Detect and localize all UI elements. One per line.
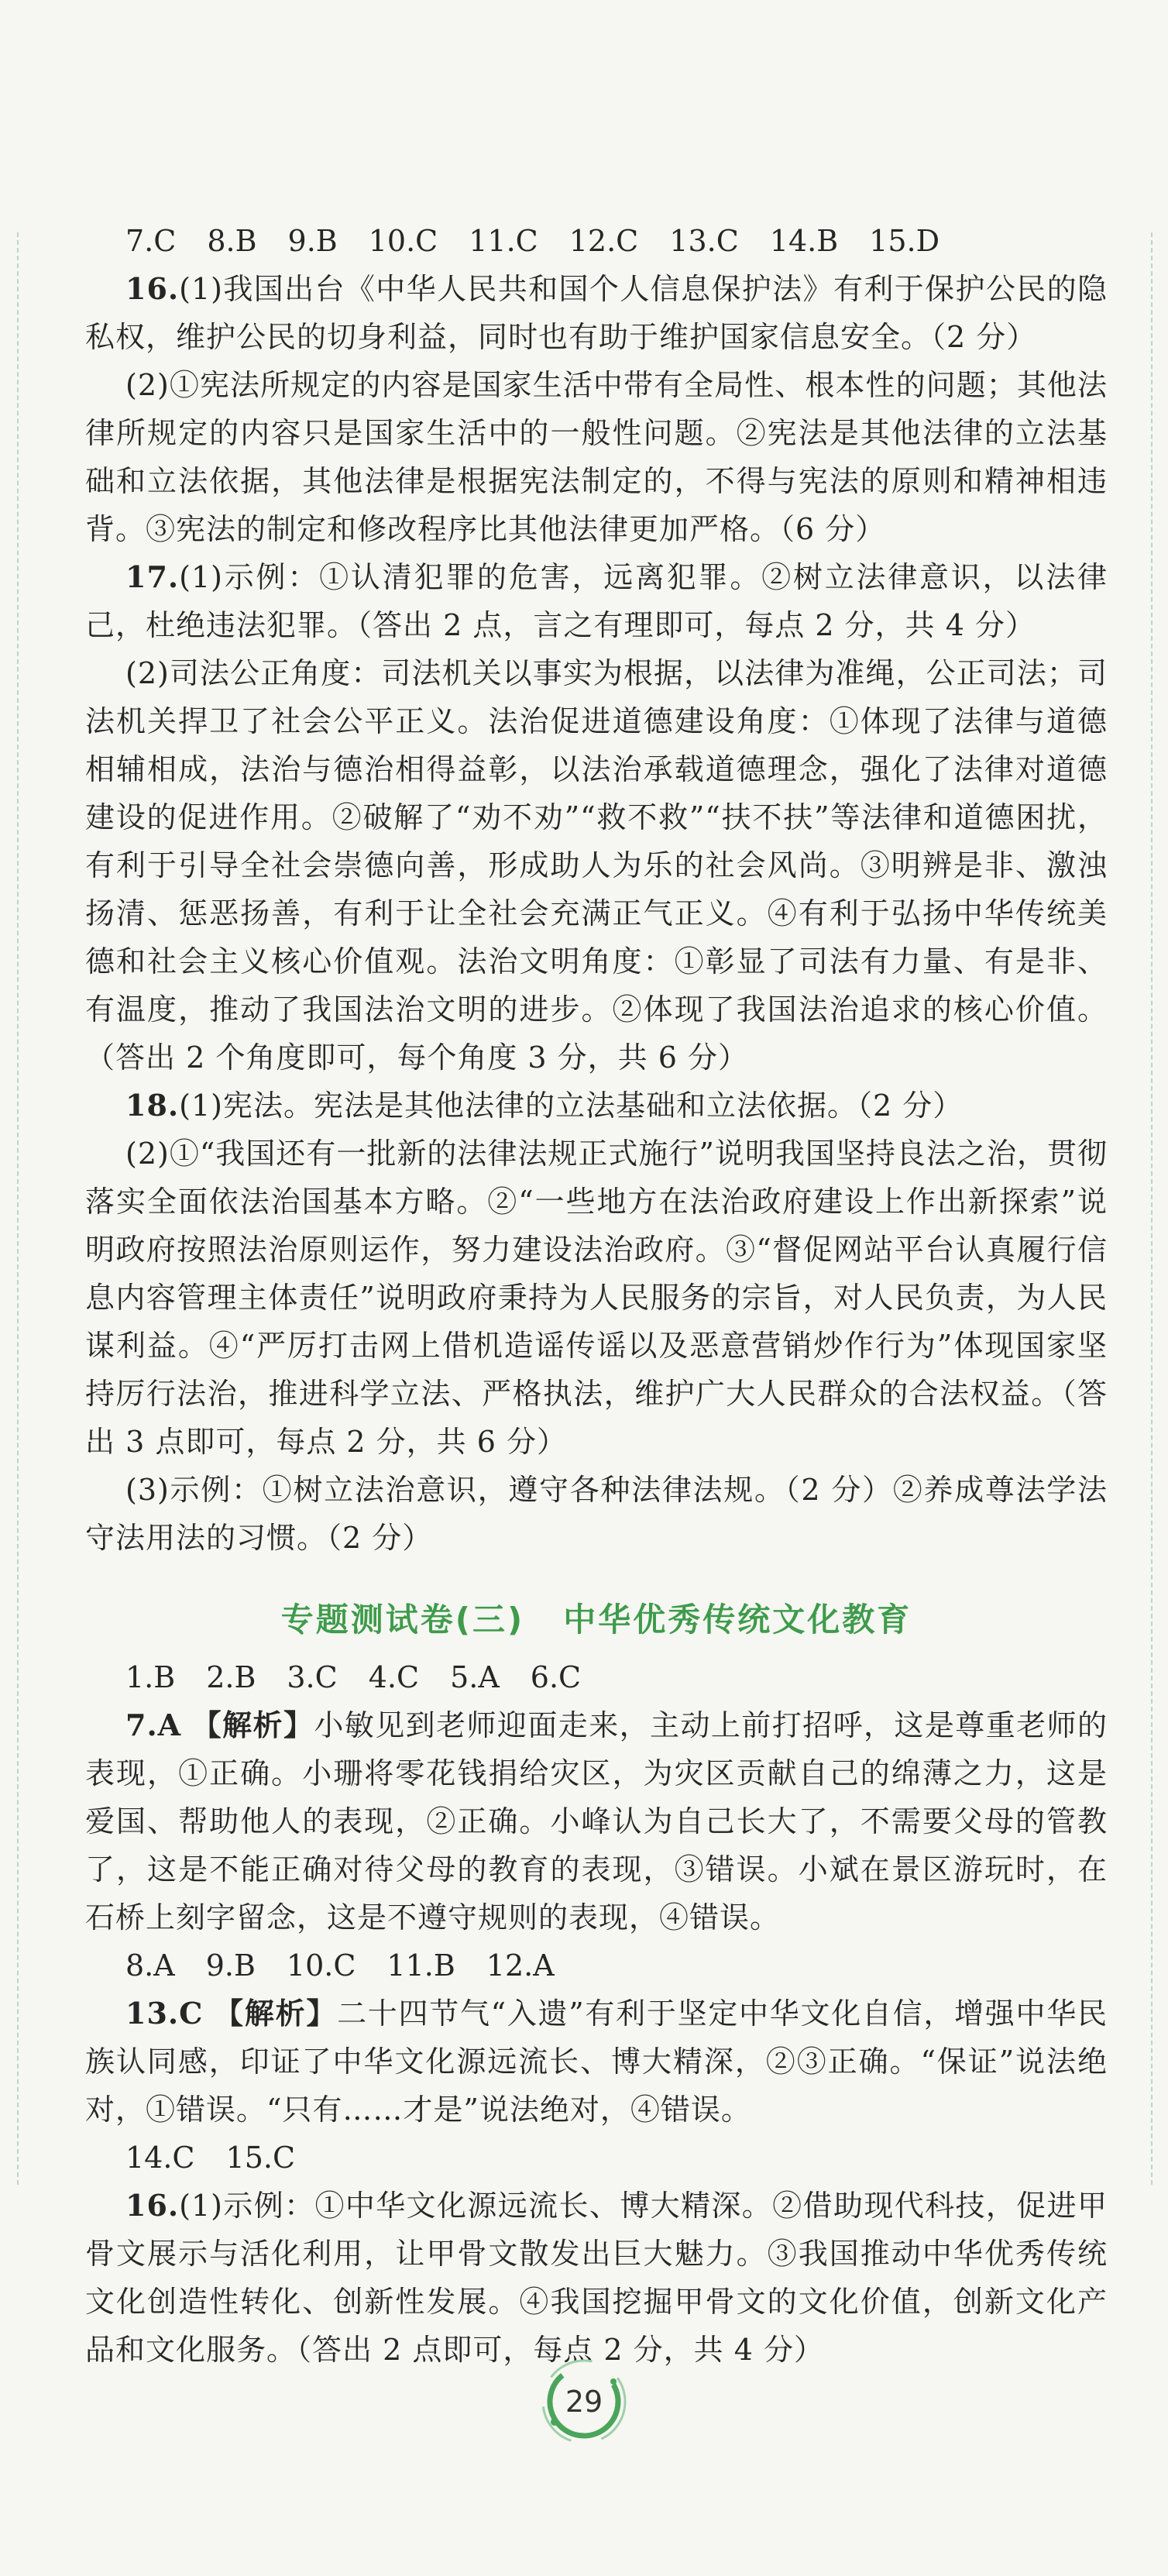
answer-item: 11.C xyxy=(469,224,538,258)
answer-17-part1 xyxy=(85,553,1108,649)
answer-item: 8.B xyxy=(207,224,257,258)
answer-item: 1.B xyxy=(125,1660,176,1694)
answer-item: 9.B xyxy=(287,224,338,258)
answer-item: 15.C xyxy=(225,2141,296,2175)
answer-16-part1 xyxy=(85,265,1108,361)
answer-text: (1)我国出台《中华人民共和国个人信息保护法》有利于保护公民的隐私权，维护公民的切身利益，同时也有助于维护国家信息安全。（2 分） xyxy=(85,272,1108,354)
answer-item: 5.A xyxy=(450,1660,500,1694)
answer-item: 13.C xyxy=(669,224,739,258)
answer-item: 9.B xyxy=(205,1948,256,1983)
question-number: 7.A xyxy=(125,1708,182,1742)
answer-item: 6.C xyxy=(530,1660,582,1694)
question-number: 18. xyxy=(125,1088,180,1123)
answer-text: (1)示例：①认清犯罪的危害，远离犯罪。②树立法律意识，以法律己，杜绝违法犯罪。（答出 2 点，言之有理即可，每点 2 分，共 4 分） xyxy=(85,560,1108,642)
answer-item: 14.C xyxy=(125,2141,195,2175)
answer-item: 7.C xyxy=(125,224,177,258)
answer-item: 2.B xyxy=(206,1660,256,1694)
answer-item: 11.B xyxy=(386,1948,455,1983)
answer-text: (1)示例：①中华文化源远流长、博大精深。②借助现代科技，促进甲骨文展示与活化利用，让甲骨文散发出巨大魅力。③我国推动中华优秀传统文化创造性转化、创新性发展。④我国挖掘甲骨文的文化价值，创新文化产品和文化服务。（答出 2 点即可，每点 2 分，共 4 分） xyxy=(85,2189,1108,2367)
analysis-tag: 【解析】 xyxy=(214,1996,338,2031)
answer-item: 10.C xyxy=(286,1948,356,1983)
question-number: 16. xyxy=(125,271,180,306)
answer-row-choices-1 xyxy=(85,217,1108,265)
answer-18-part2: (2)①“我国还有一批新的法律法规正式施行”说明我国坚持良法之治，贯彻落实全面依法治国基本方略。②“一些地方在法治政府建设上作出新探索”说明政府按照法治原则运作，努力建设法治政府。③“督促网站平台认真履行信息内容管理主体责任”说明政府秉持为人民服务的宗旨，对人民负责，为人民谋利益。④“严厉打击网上借机造谣传谣以及恶意营销炒作行为”体现国家坚持厉行法治，推进科学立法、严格执法，维护广大人民群众的合法权益。（答出 3 点即可，每点 2 分，共 6 分） xyxy=(85,1137,1108,1459)
answer-13-analysis xyxy=(85,1990,1108,2134)
answer-item: 4.C xyxy=(368,1660,420,1694)
right-margin-line xyxy=(1151,232,1153,2185)
answer-item: 14.B xyxy=(769,224,839,258)
answer-row-choices-2 xyxy=(85,1653,1108,1701)
answer-item: 10.C xyxy=(368,224,438,258)
answer-item: 3.C xyxy=(287,1660,338,1694)
question-number: 17. xyxy=(125,559,180,594)
answer-item: 15.D xyxy=(869,224,940,258)
answer-7-analysis xyxy=(85,1701,1108,1941)
answer-16b-part1 xyxy=(85,2182,1108,2374)
section-title xyxy=(85,1593,1108,1647)
answer-item: 12.A xyxy=(486,1948,555,1983)
answer-row-choices-3 xyxy=(85,1941,1108,1990)
answer-item: 8.A xyxy=(125,1948,175,1983)
question-number: 16. xyxy=(125,2188,180,2223)
answer-18-part3: (3)示例：①树立法治意识，遵守各种法律法规。（2 分）②养成尊法学法守法用法的习惯。（2 分） xyxy=(85,1473,1108,1555)
question-number: 13.C xyxy=(125,1996,204,2031)
page-number: 29 xyxy=(565,2385,603,2419)
answer-18-part1 xyxy=(85,1082,1108,1130)
page-number-badge xyxy=(538,2355,630,2448)
answer-text: (1)宪法。宪法是其他法律的立法基础和立法依据。（2 分） xyxy=(179,1089,964,1123)
answer-item: 12.C xyxy=(569,224,639,258)
answer-row-choices-4 xyxy=(85,2134,1108,2182)
left-margin-line xyxy=(17,232,19,2185)
answer-content xyxy=(85,217,1108,2374)
answer-text: 二十四节气“入遗”有利于坚定中华文化自信，增强中华民族认同感，印证了中华文化源远流长、博大精深，②③正确。“保证”说法绝对，①错误。“只有……才是”说法绝对，④错误。 xyxy=(85,1996,1108,2127)
answer-17-part2: (2)司法公正角度：司法机关以事实为根据，以法律为准绳，公正司法；司法机关捍卫了社会公平正义。法治促进道德建设角度：①体现了法律与道德相辅相成，法治与德治相得益彰，以法治承载道德理念，强化了法律对道德建设的促进作用。②破解了“劝不劝”“救不救”“扶不扶”等法律和道德困扰，有利于引导全社会崇德向善，形成助人为乐的社会风尚。③明辨是非、激浊扬清、惩恶扬善，有利于让全社会充满正气正义。④有利于弘扬中华传统美德和社会主义核心价值观。法治文明角度：①彰显了司法有力量、有是非、有温度，推动了我国法治文明的进步。②体现了我国法治追求的核心价值。（答出 2 个角度即可，每个角度 3 分，共 6 分） xyxy=(85,656,1108,1075)
analysis-tag: 【解析】 xyxy=(191,1708,314,1742)
section-title-topic: 中华优秀传统文化教育 xyxy=(563,1601,912,1639)
section-title-series: 专题测试卷(三) xyxy=(280,1601,525,1639)
answer-text: 小敏见到老师迎面走来，主动上前打招呼，这是尊重老师的表现，①正确。小珊将零花钱捐给灾区，为灾区贡献自己的绵薄之力，这是爱国、帮助他人的表现，②正确。小峰认为自己长大了，不需要父母的管教了，这是不能正确对待父母的教育的表现，③错误。小斌在景区游玩时，在石桥上刻字留念，这是不遵守规则的表现，④错误。 xyxy=(85,1708,1108,1935)
answer-16-part2: (2)①宪法所规定的内容是国家生活中带有全局性、根本性的问题；其他法律所规定的内容只是国家生活中的一般性问题。②宪法是其他法律的立法基础和立法依据，其他法律是根据宪法制定的，不得与宪法的原则和精神相违背。③宪法的制定和修改程序比其他法律更加严格。（6 分） xyxy=(85,368,1108,546)
